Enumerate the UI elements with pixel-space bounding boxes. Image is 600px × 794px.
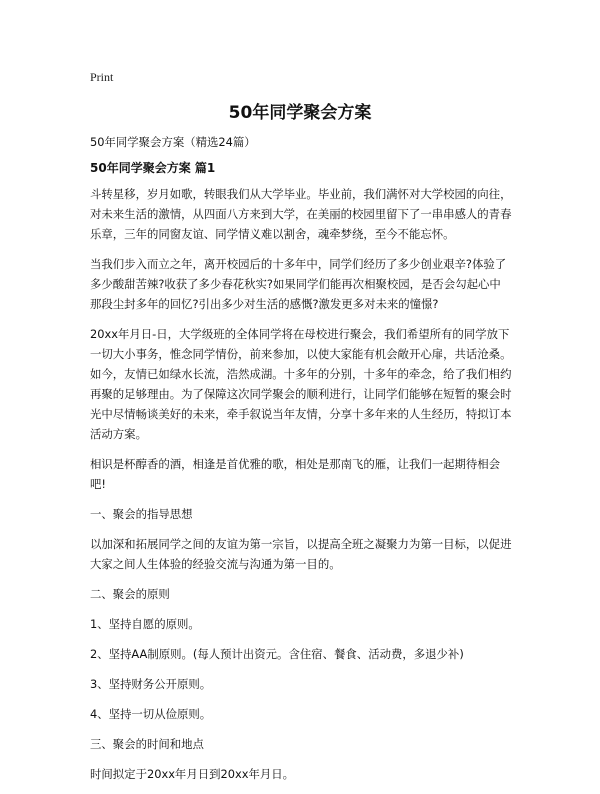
- list-item: 3、坚持财务公开原则。: [90, 677, 212, 691]
- document-body: [90, 132, 512, 794]
- paragraph: 以加深和拓展同学之间的友谊为第一宗旨，以提高全班之凝聚力为第一目标，以促进大家之间人生体验的经验交流与沟通为第一目的。: [90, 537, 512, 571]
- heading-guiding-principle: 一、聚会的指导思想: [90, 507, 193, 521]
- paragraph: 时间拟定于20xx年月日到20xx年月日。: [90, 767, 295, 781]
- list-item: 4、坚持一切从俭原则。: [90, 707, 212, 721]
- print-link[interactable]: Print: [90, 70, 114, 84]
- paragraph: 相识是杯醇香的酒，相逢是首优雅的歌，相处是那南飞的雁，让我们一起期待相会吧!: [90, 457, 501, 491]
- paragraph: 当我们步入而立之年，离开校园后的十多年中，同学们经历了多少创业艰辛?体验了多少酸甜苦辣?收获了多少春花秋实?如果同学们能再次相聚校园，是否会勾起心中那段尘封多年的回忆?引出多少对生活的感慨?激发更多对未来的憧憬?: [90, 257, 507, 311]
- section-heading: 50年同学聚会方案 篇1: [90, 161, 216, 175]
- list-item: 2、坚持AA制原则。(每人预计出资元。含住宿、餐食、活动费，多退少补): [90, 647, 464, 661]
- paragraph: 斗转星移，岁月如歌，转眼我们从大学毕业。毕业前，我们满怀对大学校园的向往，对未来生活的激情，从四面八方来到大学，在美丽的校园里留下了一串串感人的青春乐章，三年的同窗友谊、同学情义难以割舍，魂牵梦绕，至今不能忘怀。: [90, 187, 512, 241]
- document-title: 50年同学聚会方案: [228, 103, 372, 123]
- list-item: 1、坚持自愿的原则。: [90, 617, 200, 631]
- paragraph: 20xx年月日-日，大学级班的全体同学将在母校进行聚会，我们希望所有的同学放下一切大小事务，惟念同学情份，前来参加，以使大家能有机会敞开心扉，共话沧桑。如今，友情已如绿水长流，浩然成湖。十多年的分别，十多年的牵念，给了我们相约再聚的足够理由。为了保障这次同学聚会的顺利进行，让同学们能够在短暂的聚会时光中尽情畅谈美好的未来，牵手叙说当年友情，分享十多年来的人生经历，特拟订本活动方案。: [90, 327, 512, 441]
- heading-time-place: 三、聚会的时间和地点: [90, 737, 204, 751]
- document-subtitle: 50年同学聚会方案（精选24篇）: [90, 135, 256, 149]
- heading-principles: 二、聚会的原则: [90, 587, 170, 601]
